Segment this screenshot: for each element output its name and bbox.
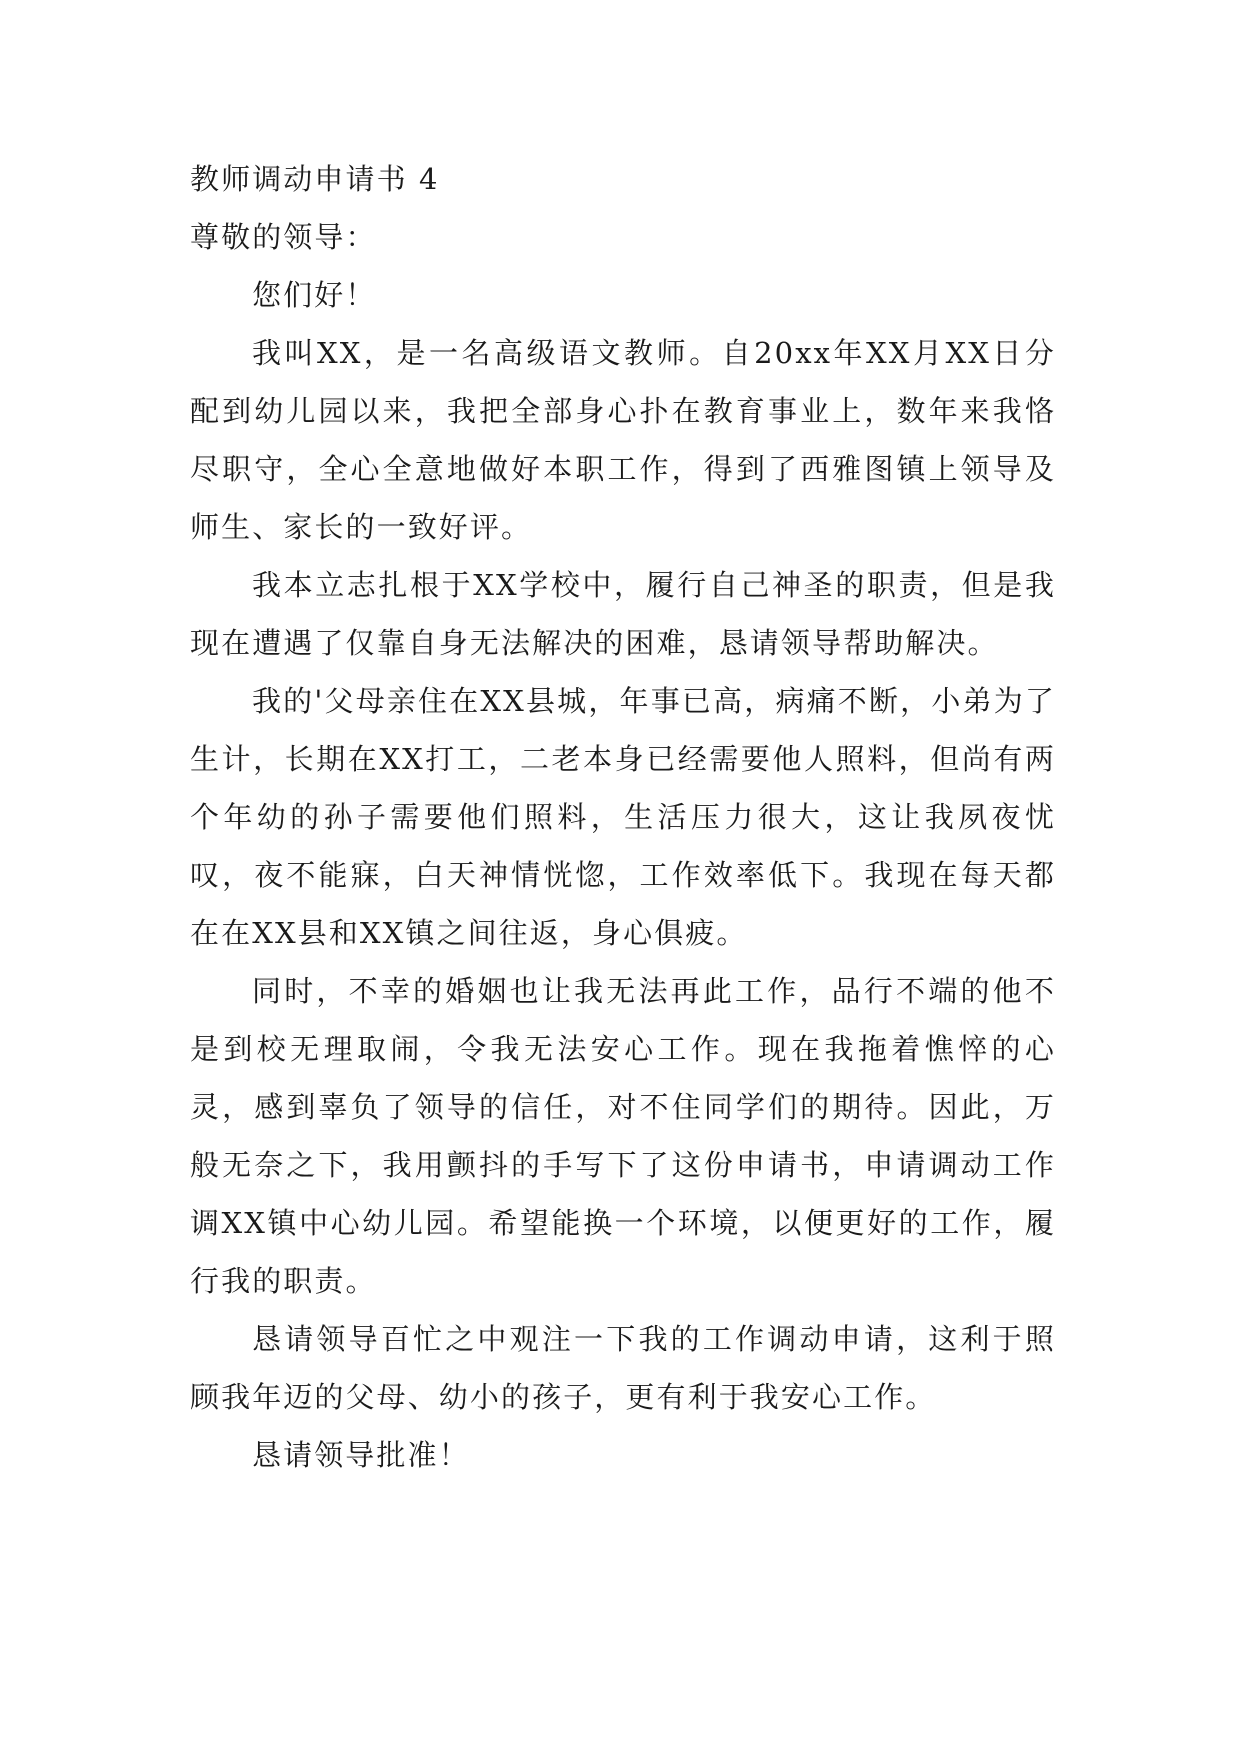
paragraph-family: 我的'父母亲住在XX县城，年事已高，病痛不断，小弟为了生计，长期在XX打工，二老本身已经需要他人照料，但尚有两个年幼的孙子需要他们照料，生活压力很大，这让我夙夜忧叹，夜不能寐，白天神情恍惚，工作效率低下。我现在每天都在在XX县和XX镇之间往返，身心俱疲。 <box>190 684 1056 950</box>
paragraph-request: 恳请领导百忙之中观注一下我的工作调动申请，这利于照顾我年迈的父母、幼小的孩子，更有利于我安心工作。 <box>190 1322 1056 1414</box>
greeting: 您们好！ <box>252 278 377 312</box>
paragraph-difficulty: 我本立志扎根于XX学校中，履行自己神圣的职责，但是我现在遭遇了仅靠自身无法解决的困难，恳请领导帮助解决。 <box>190 568 1056 660</box>
salutation: 尊敬的领导： <box>190 220 377 254</box>
closing: 恳请领导批准！ <box>252 1438 470 1472</box>
paragraph-marriage: 同时，不幸的婚姻也让我无法再此工作，品行不端的他不是到校无理取闹，令我无法安心工作。现在我拖着憔悴的心灵，感到辜负了领导的信任，对不住同学们的期待。因此，万般无奈之下，我用颤抖的手写下了这份申请书，申请调动工作调XX镇中心幼儿园。希望能换一个环境，以便更好的工作，履行我的职责。 <box>190 974 1056 1298</box>
paragraph-introduction: 我叫XX，是一名高级语文教师。自20xx年XX月XX日分配到幼儿园以来，我把全部身心扑在教育事业上，数年来我恪尽职守，全心全意地做好本职工作，得到了西雅图镇上领导及师生、家长的一致好评。 <box>190 336 1056 544</box>
document-title: 教师调动申请书 4 <box>190 162 440 196</box>
document-body <box>190 150 1056 1484</box>
